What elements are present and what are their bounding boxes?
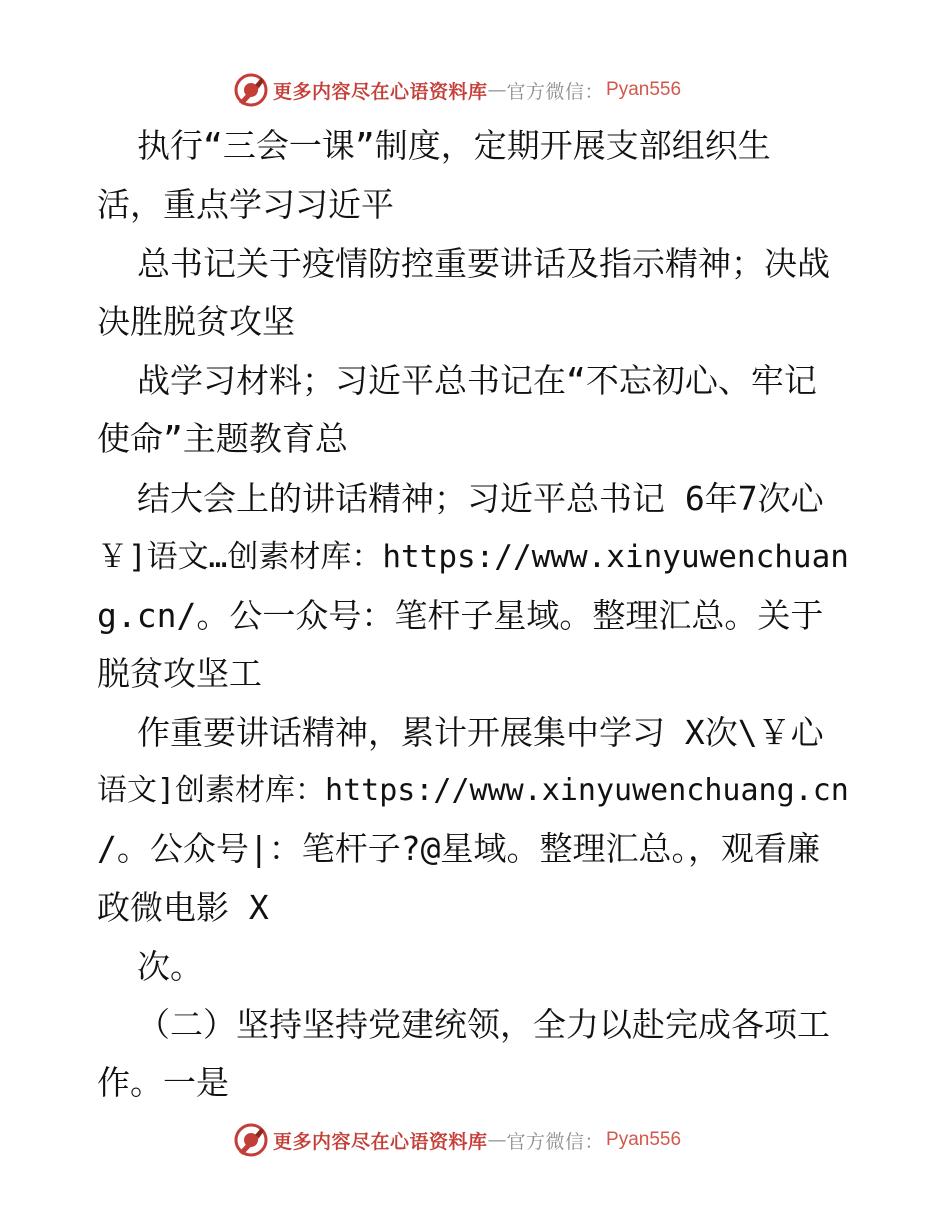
- text-line: 执行“三会一课”制度，定期开展支部组织生: [137, 126, 771, 165]
- pen-logo-icon: [233, 1122, 269, 1158]
- text-line: 次。: [137, 947, 203, 986]
- text-line: 决胜脱贫攻坚: [97, 302, 295, 341]
- text-line: 作重要讲话精神，累计开展集中学习 X次\￥心: [137, 713, 824, 752]
- text-line: /。公众号|：笔杆子?@星域。整理汇总。，观看廉: [97, 829, 820, 868]
- banner-wechat-label: 官方微信：: [506, 80, 605, 103]
- text-line: 使命”主题教育总: [97, 419, 348, 458]
- banner-separator: —: [487, 1129, 507, 1151]
- text-line: 总书记关于疫情防控重要讲话及指示精神；决战: [137, 244, 830, 283]
- text-line: ￥]语文…创素材库：https://www.xinyuwenchuan: [97, 539, 849, 575]
- banner-separator: —: [487, 79, 507, 101]
- banner-title: 更多内容尽在心语资料库: [273, 1130, 488, 1153]
- footer-banner: [233, 1121, 681, 1159]
- text-line: （二）坚持坚持党建统领，全力以赴完成各项工: [137, 1005, 830, 1044]
- text-line: 脱贫攻坚工: [97, 654, 262, 693]
- text-line: 活，重点学习习近平: [97, 185, 394, 224]
- text-line: 政微电影 X: [97, 888, 269, 927]
- text-line: 作。一是: [97, 1063, 229, 1102]
- text-line: g.cn/。公一众号：笔杆子星域。整理汇总。关于: [97, 596, 824, 635]
- text-line: 结大会上的讲话精神；习近平总书记 6年7次心: [137, 479, 824, 518]
- banner-title: 更多内容尽在心语资料库: [273, 80, 488, 103]
- banner-wechat-id: Pyan556: [606, 1129, 682, 1150]
- text-line: 语文]创素材库：https://www.xinyuwenchuang.cn: [97, 773, 849, 808]
- banner-wechat-label: 官方微信：: [506, 1130, 605, 1153]
- pen-logo-icon: [233, 72, 269, 108]
- banner-wechat-id: Pyan556: [606, 79, 682, 100]
- header-banner: [233, 71, 681, 109]
- text-line: 战学习材料；习近平总书记在“不忘初心、牢记: [137, 361, 817, 400]
